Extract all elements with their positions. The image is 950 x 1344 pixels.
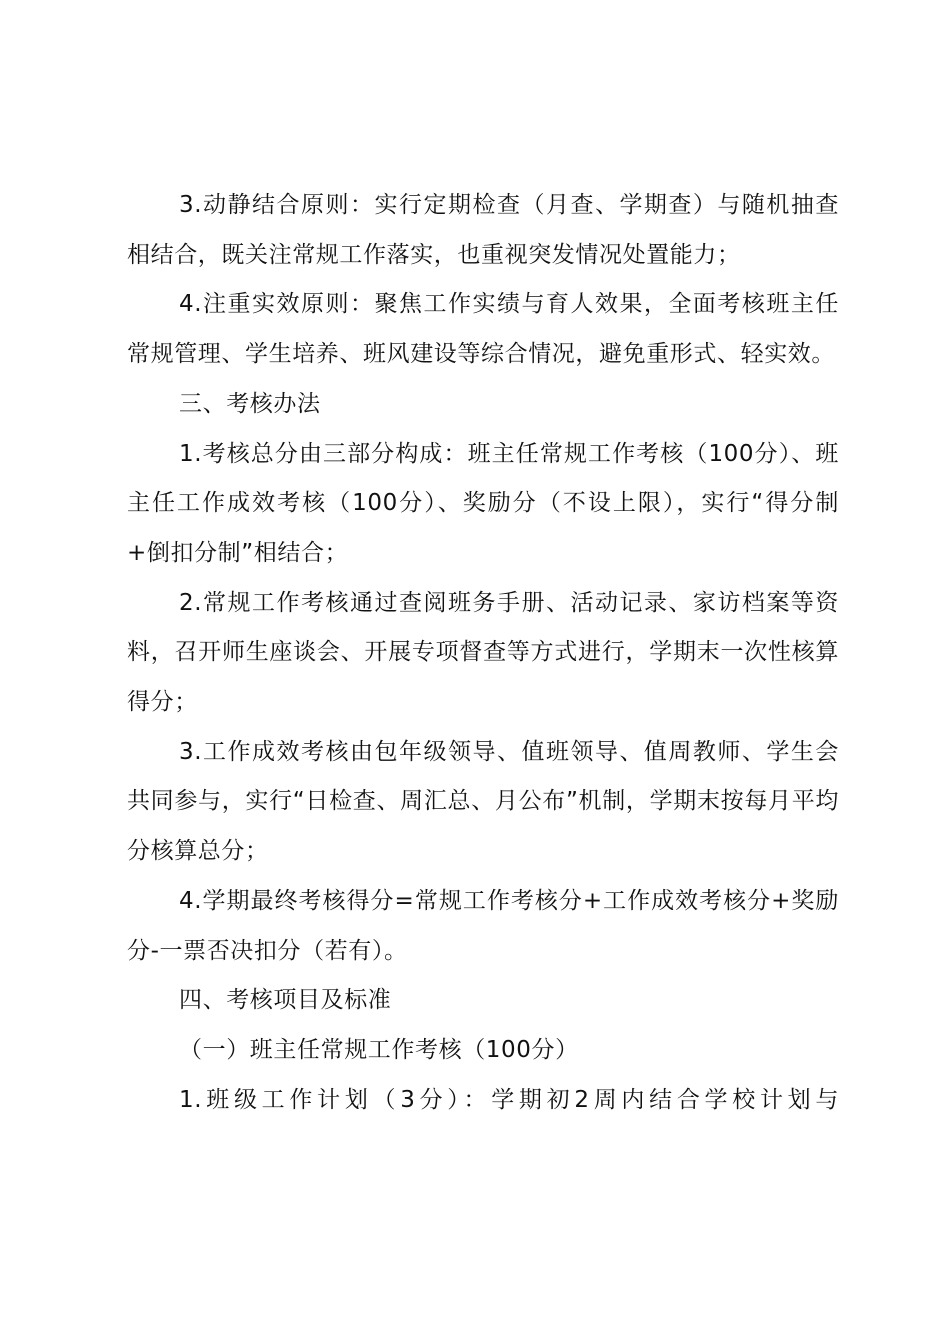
document-body: [127, 181, 839, 1125]
paragraph-routine-work-assessment: 2.常规工作考核通过查阅班务手册、活动记录、家访档案等资料，召开师生座谈会、开展专项督查等方式进行，学期末一次性核算得分；: [127, 589, 839, 716]
paragraph-effectiveness-principle: 4.注重实效原则：聚焦工作实绩与育人效果，全面考核班主任常规管理、学生培养、班风建设等综合情况，避免重形式、轻实效。: [127, 291, 839, 368]
paragraph-dynamic-static-principle: 3.动静结合原则：实行定期检查（月查、学期查）与随机抽查相结合，既关注常规工作落实，也重视突发情况处置能力；: [127, 192, 839, 268]
subsection-heading-routine-work: （一）班主任常规工作考核（100分）: [179, 1036, 579, 1063]
section-heading-assessment-method: 三、考核办法: [179, 390, 321, 417]
paragraph-final-score-formula: 4.学期最终考核得分=常规工作考核分+工作成效考核分+奖励分-一票否决扣分（若有）。: [127, 887, 839, 964]
paragraph-total-score-composition: 1.考核总分由三部分构成：班主任常规工作考核（100分）、班主任工作成效考核（100分）、奖励分（不设上限），实行“得分制+倒扣分制”相结合；: [127, 440, 839, 566]
paragraph-class-work-plan: 1.班级工作计划（3分）：学期初2周内结合学校计划与: [179, 1086, 839, 1113]
section-heading-assessment-items: 四、考核项目及标准: [179, 987, 392, 1014]
paragraph-work-effectiveness-assessment: 3.工作成效考核由包年级领导、值班领导、值周教师、学生会共同参与，实行“日检查、周汇总、月公布”机制，学期末按每月平均分核算总分；: [127, 738, 839, 865]
